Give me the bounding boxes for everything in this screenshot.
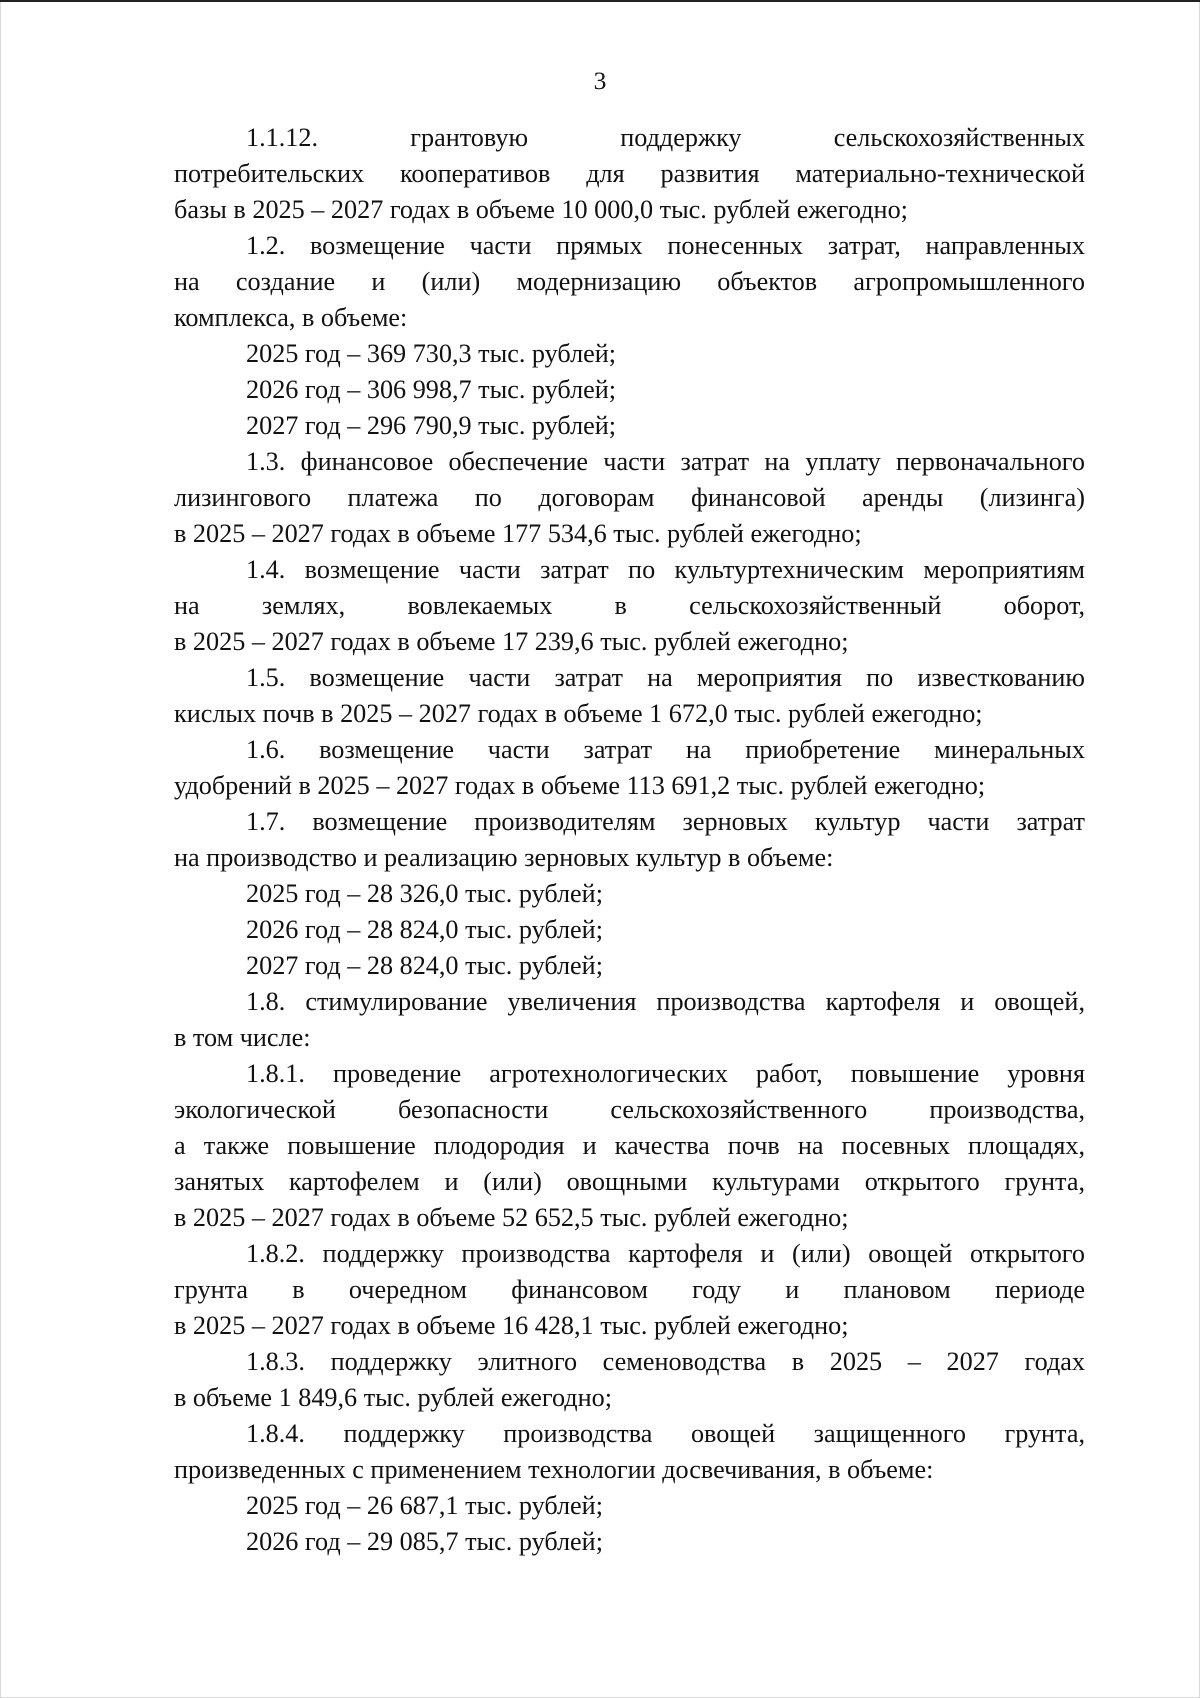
text-line: 1.8. стимулирование увеличения производства картофеля и овощей, <box>246 987 1085 1016</box>
text-line: в объеме 1 849,6 тыс. рублей ежегодно; <box>174 1383 612 1412</box>
text-line: удобрений в 2025 – 2027 годах в объеме 113 691,2 тыс. рублей ежегодно; <box>174 771 986 800</box>
text-line: 1.8.3. поддержку элитного семеноводства в 2025 – 2027 годах <box>246 1347 1085 1376</box>
text-line: 2026 год – 29 085,7 тыс. рублей; <box>246 1527 603 1556</box>
text-line: на производство и реализацию зерновых культур в объеме: <box>174 843 834 872</box>
text-line: на землях, вовлекаемых в сельскохозяйственный оборот, <box>174 591 1085 620</box>
text-line: 2026 год – 306 998,7 тыс. рублей; <box>246 375 617 404</box>
text-line: комплекса, в объеме: <box>174 303 408 332</box>
text-line: 1.5. возмещение части затрат на мероприятия по известкованию <box>246 663 1085 692</box>
text-line: кислых почв в 2025 – 2027 годах в объеме 1 672,0 тыс. рублей ежегодно; <box>174 699 983 728</box>
text-line: 1.4. возмещение части затрат по культуртехническим мероприятиям <box>246 555 1085 584</box>
text-line: экологической безопасности сельскохозяйственного производства, <box>174 1095 1085 1124</box>
text-line: 1.8.1. проведение агротехнологических работ, повышение уровня <box>246 1059 1085 1088</box>
text-line: в 2025 – 2027 годах в объеме 16 428,1 тыс. рублей ежегодно; <box>174 1311 849 1340</box>
text-line: 2027 год – 28 824,0 тыс. рублей; <box>246 951 603 980</box>
text-line: в 2025 – 2027 годах в объеме 52 652,5 тыс. рублей ежегодно; <box>174 1203 849 1232</box>
text-line: 1.8.4. поддержку производства овощей защищенного грунта, <box>246 1419 1085 1448</box>
text-line: 1.2. возмещение части прямых понесенных затрат, направленных <box>246 231 1085 260</box>
text-line: занятых картофелем и (или) овощными культурами открытого грунта, <box>174 1167 1085 1196</box>
text-line: на создание и (или) модернизацию объектов агропромышленного <box>174 267 1085 296</box>
text-line: 1.6. возмещение части затрат на приобретение минеральных <box>246 735 1085 764</box>
text-line: потребительских кооперативов для развития материально-технической <box>174 159 1085 188</box>
text-line: 2025 год – 28 326,0 тыс. рублей; <box>246 879 603 908</box>
text-line: грунта в очередном финансовом году и плановом периоде <box>174 1275 1085 1304</box>
text-line: 2026 год – 28 824,0 тыс. рублей; <box>246 915 603 944</box>
text-line: в 2025 – 2027 годах в объеме 177 534,6 тыс. рублей ежегодно; <box>174 519 862 548</box>
text-line: 2027 год – 296 790,9 тыс. рублей; <box>246 411 617 440</box>
page-number: 3 <box>593 66 607 95</box>
text-line: 1.3. финансовое обеспечение части затрат на уплату первоначального <box>246 447 1085 476</box>
text-line: в 2025 – 2027 годах в объеме 17 239,6 тыс. рублей ежегодно; <box>174 627 849 656</box>
text-line: 2025 год – 26 687,1 тыс. рублей; <box>246 1491 603 1520</box>
text-line: 1.1.12. грантовую поддержку сельскохозяйственных <box>246 123 1085 152</box>
text-line: произведенных с применением технологии досвечивания, в объеме: <box>174 1455 934 1484</box>
text-line: лизингового платежа по договорам финансовой аренды (лизинга) <box>174 483 1085 512</box>
text-line: 2025 год – 369 730,3 тыс. рублей; <box>246 339 617 368</box>
document-body <box>174 120 1085 1560</box>
text-line: 1.7. возмещение производителям зерновых культур части затрат <box>246 807 1085 836</box>
text-line: а также повышение плодородия и качества почв на посевных площадях, <box>174 1131 1085 1160</box>
text-line: в том числе: <box>174 1023 311 1052</box>
text-line: 1.8.2. поддержку производства картофеля и (или) овощей открытого <box>246 1239 1085 1268</box>
text-line: базы в 2025 – 2027 годах в объеме 10 000,0 тыс. рублей ежегодно; <box>174 195 908 224</box>
